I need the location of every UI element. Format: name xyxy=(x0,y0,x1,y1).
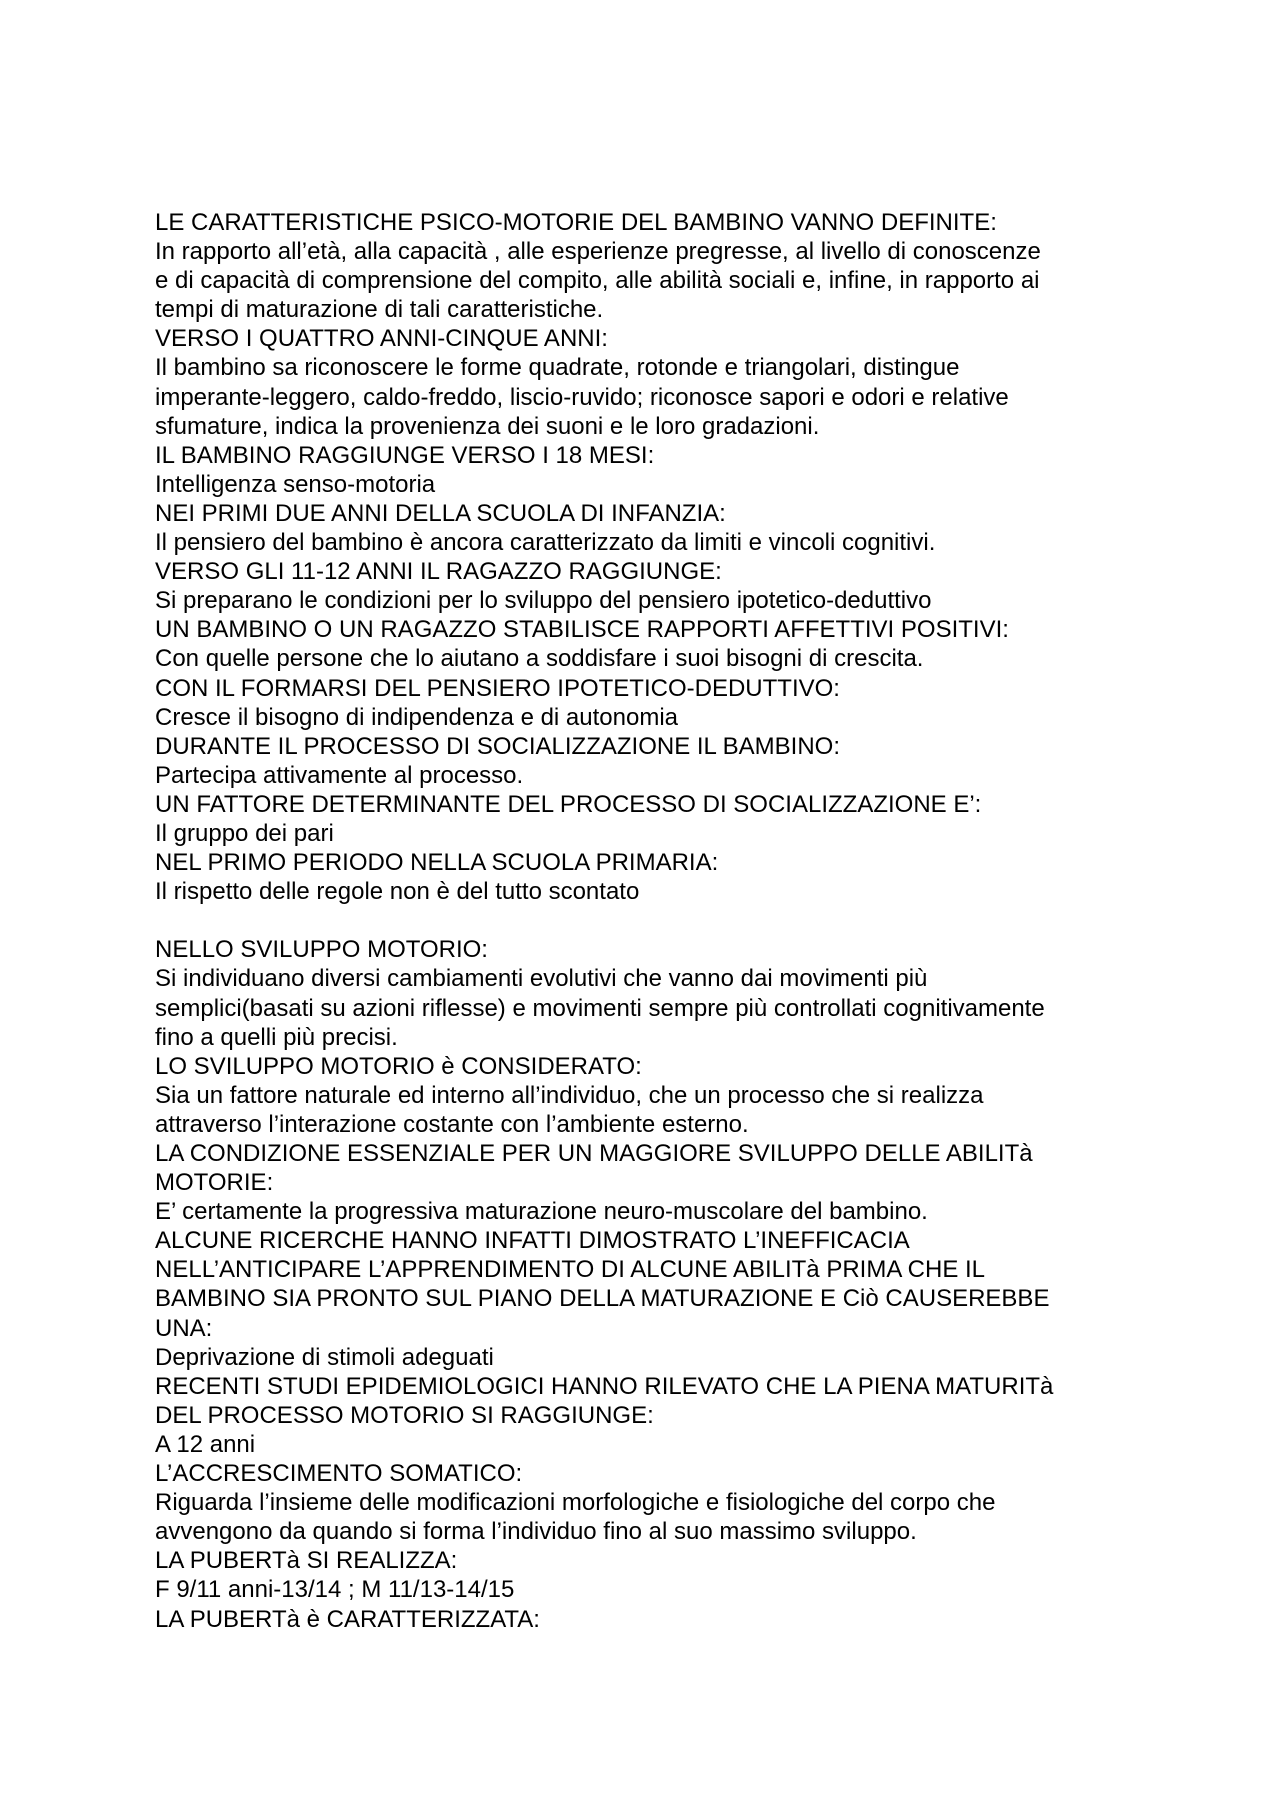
text-line: LO SVILUPPO MOTORIO è CONSIDERATO: xyxy=(155,1052,642,1080)
text-line: sfumature, indica la provenienza dei suoni e le loro gradazioni. xyxy=(155,412,820,440)
text-line: tempi di maturazione di tali caratteristiche. xyxy=(155,296,604,324)
text-line: Si preparano le condizioni per lo sviluppo del pensiero ipotetico-deduttivo xyxy=(155,587,932,615)
blank-line xyxy=(155,906,1135,935)
text-line: Con quelle persone che lo aiutano a soddisfare i suoi bisogni di crescita. xyxy=(155,645,924,673)
text-line: UNA: xyxy=(155,1314,213,1342)
text-line: fino a quelli più precisi. xyxy=(155,1023,398,1051)
text-line: F 9/11 anni-13/14 ; M 11/13-14/15 xyxy=(155,1576,515,1604)
text-line: Il pensiero del bambino è ancora caratterizzato da limiti e vincoli cognitivi. xyxy=(155,529,936,557)
text-line: RECENTI STUDI EPIDEMIOLOGICI HANNO RILEVATO CHE LA PIENA MATURITà xyxy=(155,1372,1054,1400)
text-line: MOTORIE: xyxy=(155,1169,274,1197)
text-line: A 12 anni xyxy=(155,1430,256,1458)
text-line: attraverso l’interazione costante con l’ambiente esterno. xyxy=(155,1110,749,1138)
text-line: Riguarda l’insieme delle modificazioni morfologiche e fisiologiche del corpo che xyxy=(155,1489,996,1517)
text-line: ALCUNE RICERCHE HANNO INFATTI DIMOSTRATO L’INEFFICACIA xyxy=(155,1227,910,1255)
text-line: LE CARATTERISTICHE PSICO-MOTORIE DEL BAMBINO VANNO DEFINITE: xyxy=(155,209,997,236)
text-line: DURANTE IL PROCESSO DI SOCIALIZZAZIONE IL BAMBINO: xyxy=(155,732,841,760)
text-line: Il rispetto delle regole non è del tutto scontato xyxy=(155,878,640,906)
text-line: Partecipa attivamente al processo. xyxy=(155,761,524,789)
text-line: L’ACCRESCIMENTO SOMATICO: xyxy=(155,1460,523,1488)
document-body xyxy=(155,208,1135,1634)
text-line: imperante-leggero, caldo-freddo, liscio-ruvido; riconosce sapori e odori e relative xyxy=(155,383,1009,411)
text-line: Il bambino sa riconoscere le forme quadrate, rotonde e triangolari, distingue xyxy=(155,354,960,382)
text-line: NEL PRIMO PERIODO NELLA SCUOLA PRIMARIA: xyxy=(155,849,719,877)
text-line: VERSO GLI 11-12 ANNI IL RAGAZZO RAGGIUNGE: xyxy=(155,558,722,586)
text-line: Sia un fattore naturale ed interno all’individuo, che un processo che si realizza xyxy=(155,1081,984,1109)
text-line: Deprivazione di stimoli adeguati xyxy=(155,1343,494,1371)
text-line: E’ certamente la progressiva maturazione neuro-muscolare del bambino. xyxy=(155,1198,928,1226)
text-line: Intelligenza senso-motoria xyxy=(155,470,436,498)
text-line: In rapporto all’età, alla capacità , alle esperienze pregresse, al livello di conoscenze xyxy=(155,238,1041,266)
text-line: Il gruppo dei pari xyxy=(155,819,334,847)
text-line: semplici(basati su azioni riflesse) e movimenti sempre più controllati cognitivamente xyxy=(155,994,1045,1022)
text-line: Cresce il bisogno di indipendenza e di autonomia xyxy=(155,703,679,731)
text-line: NELLO SVILUPPO MOTORIO: xyxy=(155,936,488,964)
text-line: avvengono da quando si forma l’individuo fino al suo massimo sviluppo. xyxy=(155,1518,917,1546)
text-line: Si individuano diversi cambiamenti evolutivi che vanno dai movimenti più xyxy=(155,965,928,993)
text-line: CON IL FORMARSI DEL PENSIERO IPOTETICO-DEDUTTIVO: xyxy=(155,674,840,702)
text-line: LA PUBERTà è CARATTERIZZATA: xyxy=(155,1605,540,1633)
text-line: e di capacità di comprensione del compito, alle abilità sociali e, infine, in rapporto ai xyxy=(155,267,1040,295)
text-line: BAMBINO SIA PRONTO SUL PIANO DELLA MATURAZIONE E Ciò CAUSEREBBE xyxy=(155,1285,1050,1313)
text-line: NEI PRIMI DUE ANNI DELLA SCUOLA DI INFANZIA: xyxy=(155,499,726,527)
text-line: LA PUBERTà SI REALIZZA: xyxy=(155,1547,458,1575)
text-line: UN FATTORE DETERMINANTE DEL PROCESSO DI SOCIALIZZAZIONE E’: xyxy=(155,790,982,818)
text-line: NELL’ANTICIPARE L’APPRENDIMENTO DI ALCUNE ABILITà PRIMA CHE IL xyxy=(155,1256,986,1284)
text-line: DEL PROCESSO MOTORIO SI RAGGIUNGE: xyxy=(155,1401,654,1429)
text-line: UN BAMBINO O UN RAGAZZO STABILISCE RAPPORTI AFFETTIVI POSITIVI: xyxy=(155,616,1009,644)
text-line: VERSO I QUATTRO ANNI-CINQUE ANNI: xyxy=(155,325,608,353)
text-line: IL BAMBINO RAGGIUNGE VERSO I 18 MESI: xyxy=(155,441,655,469)
text-line: LA CONDIZIONE ESSENZIALE PER UN MAGGIORE SVILUPPO DELLE ABILITà xyxy=(155,1140,1033,1167)
